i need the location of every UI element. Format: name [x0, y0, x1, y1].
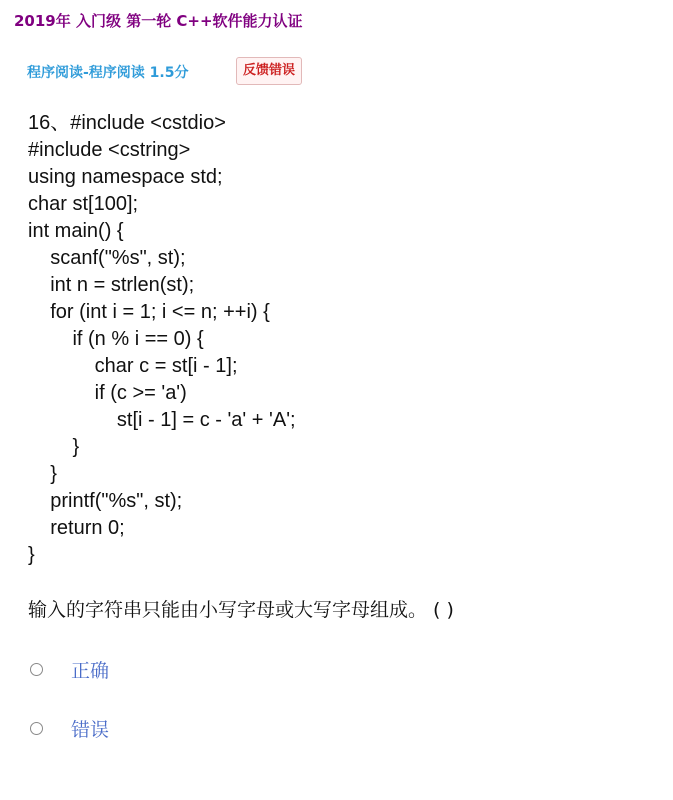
code-line: } [28, 436, 80, 458]
code-line: char c = st[i - 1]; [28, 355, 238, 377]
code-block [28, 110, 296, 569]
option-true[interactable] [30, 654, 109, 684]
code-line: if (c >= 'a') [28, 382, 187, 404]
code-line: char st[100]; [28, 193, 139, 215]
option-label[interactable]: 正确 [71, 659, 110, 682]
code-line: } [28, 544, 35, 566]
code-line: } [28, 463, 57, 485]
code-line: #include <cstring> [28, 139, 191, 161]
code-line: using namespace std; [28, 166, 223, 188]
code-line: int n = strlen(st); [28, 274, 195, 296]
code-line: int main() { [28, 220, 124, 242]
option-false[interactable] [30, 713, 109, 743]
code-line: if (n % i == 0) { [28, 328, 204, 350]
code-line: for (int i = 1; i <= n; ++i) { [28, 301, 270, 323]
code-line: 16、#include <cstdio> [28, 112, 226, 134]
radio-button-icon[interactable] [30, 722, 43, 735]
report-error-button[interactable]: 反馈错误 [236, 57, 302, 85]
question-text: 输入的字符串只能由小写字母或大写字母组成。 ( ) [28, 599, 454, 621]
radio-button-icon[interactable] [30, 663, 43, 676]
code-line: st[i - 1] = c - 'a' + 'A'; [28, 409, 296, 431]
code-line: return 0; [28, 517, 125, 539]
question-section-label: 程序阅读-程序阅读 1.5分 [27, 65, 189, 81]
code-line: scanf("%s", st); [28, 247, 186, 269]
exam-title: 2019年 入门级 第一轮 C++软件能力认证 [14, 12, 303, 30]
code-line: printf("%s", st); [28, 490, 183, 512]
option-label[interactable]: 错误 [71, 718, 110, 741]
